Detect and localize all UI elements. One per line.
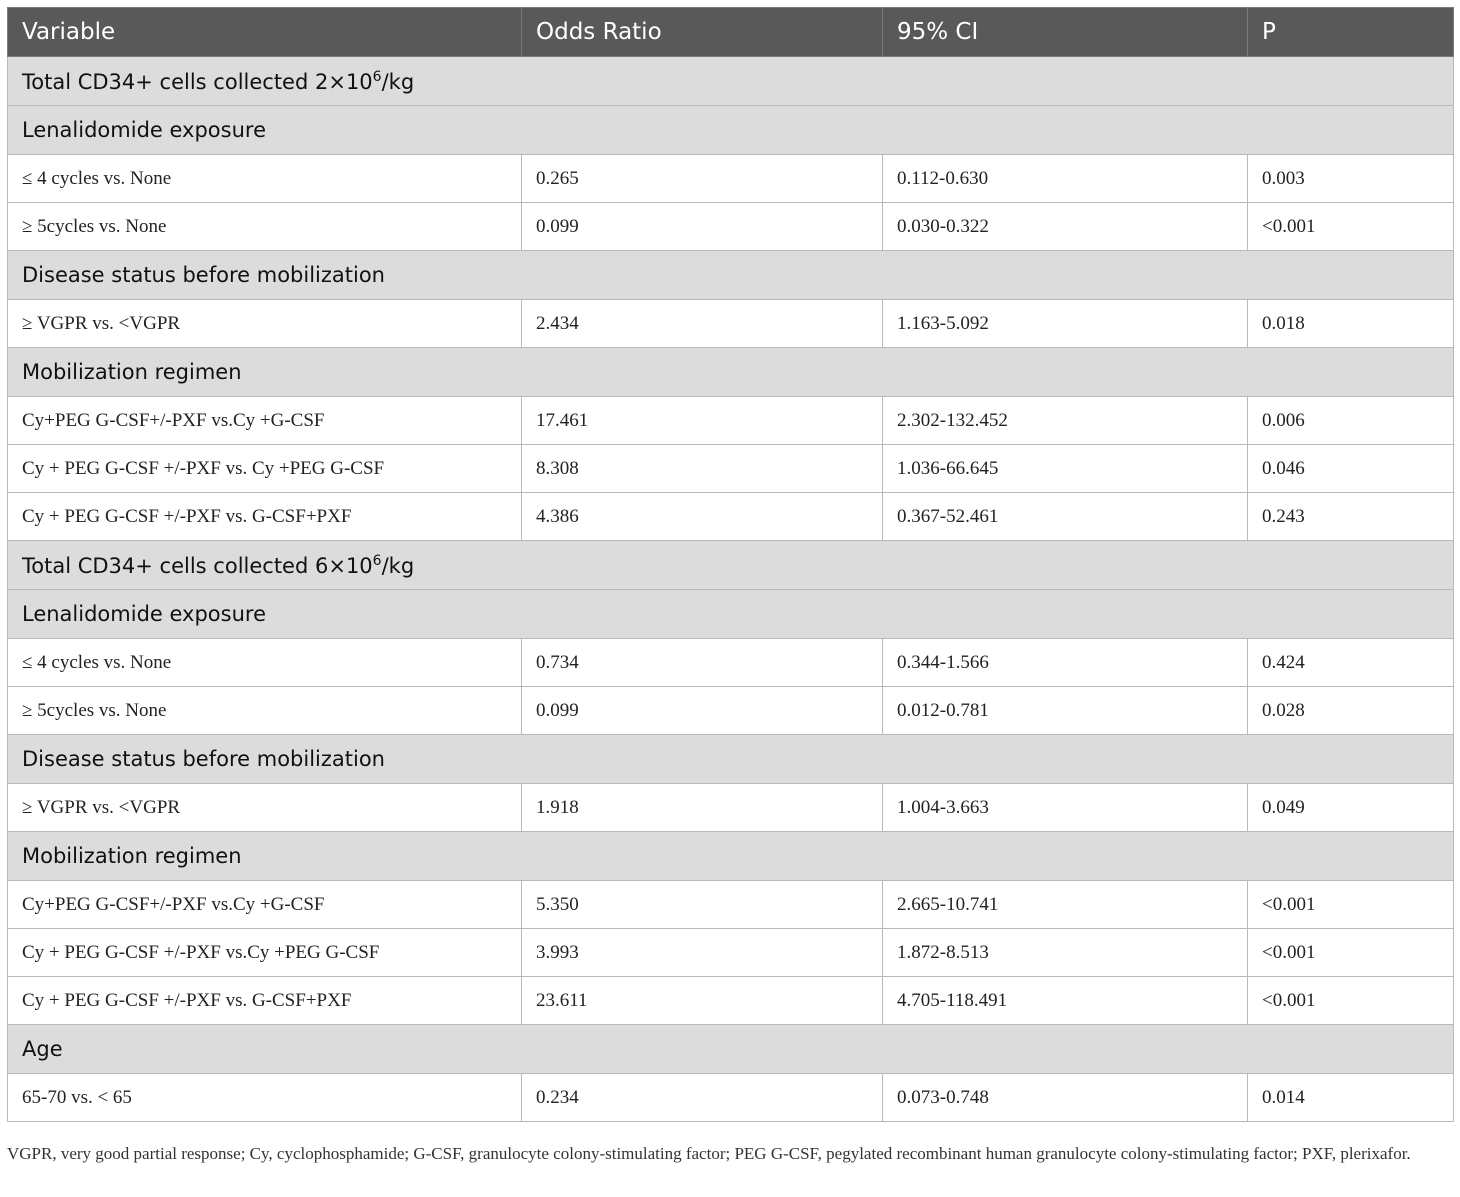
p-value-cell: 0.003 (1248, 155, 1454, 203)
section-label (8, 57, 1454, 106)
table-row (8, 784, 1454, 832)
p-value-cell: 0.018 (1248, 300, 1454, 348)
ci-cell: 0.012-0.781 (883, 687, 1248, 735)
section-header-row (8, 590, 1454, 639)
p-value-cell: 0.006 (1248, 397, 1454, 445)
odds-ratio-cell: 3.993 (522, 929, 883, 977)
p-value-cell: <0.001 (1248, 203, 1454, 251)
table-row (8, 687, 1454, 735)
variable-cell: Cy + PEG G-CSF +/-PXF vs. G-CSF+PXF (8, 977, 522, 1025)
section-label-text: Disease status before mobilization (22, 263, 385, 287)
section-header-row (8, 832, 1454, 881)
ci-cell: 0.344-1.566 (883, 639, 1248, 687)
section-header-row (8, 541, 1454, 590)
section-header-row (8, 106, 1454, 155)
section-label-text: Total CD34+ cells collected 6×10 (22, 553, 373, 578)
section-label (8, 590, 1454, 639)
variable-cell: ≥ 5cycles vs. None (8, 687, 522, 735)
table-row (8, 639, 1454, 687)
p-value-cell: <0.001 (1248, 881, 1454, 929)
section-label-text: Mobilization regimen (22, 360, 242, 384)
table-row (8, 977, 1454, 1025)
ci-cell: 2.302-132.452 (883, 397, 1248, 445)
section-label (8, 106, 1454, 155)
odds-ratio-cell: 0.099 (522, 203, 883, 251)
section-header-row (8, 251, 1454, 300)
variable-cell: Cy+PEG G-CSF+/-PXF vs.Cy +G-CSF (8, 397, 522, 445)
p-value-cell: 0.014 (1248, 1074, 1454, 1122)
section-label-text: Total CD34+ cells collected 2×10 (22, 69, 373, 94)
table-row (8, 445, 1454, 493)
table-row (8, 300, 1454, 348)
section-label-text: Age (22, 1037, 63, 1061)
section-label (8, 832, 1454, 881)
section-label-suffix: /kg (381, 69, 415, 94)
p-value-cell: 0.049 (1248, 784, 1454, 832)
table-row (8, 881, 1454, 929)
odds-ratio-cell: 0.734 (522, 639, 883, 687)
section-label-text: Lenalidomide exposure (22, 602, 266, 626)
ci-cell: 0.030-0.322 (883, 203, 1248, 251)
odds-ratio-cell: 0.234 (522, 1074, 883, 1122)
section-header-row (8, 57, 1454, 106)
section-label-superscript: 6 (372, 552, 382, 569)
p-value-cell: <0.001 (1248, 929, 1454, 977)
variable-cell: ≤ 4 cycles vs. None (8, 639, 522, 687)
odds-ratio-cell: 8.308 (522, 445, 883, 493)
p-value-cell: 0.243 (1248, 493, 1454, 541)
variable-cell: Cy + PEG G-CSF +/-PXF vs. G-CSF+PXF (8, 493, 522, 541)
odds-ratio-cell: 0.099 (522, 687, 883, 735)
section-label (8, 348, 1454, 397)
ci-cell: 1.872-8.513 (883, 929, 1248, 977)
section-label (8, 251, 1454, 300)
section-header-row (8, 1025, 1454, 1074)
header-odds-ratio: Odds Ratio (522, 8, 883, 57)
variable-cell: ≥ VGPR vs. <VGPR (8, 300, 522, 348)
p-value-cell: 0.028 (1248, 687, 1454, 735)
ci-cell: 2.665-10.741 (883, 881, 1248, 929)
odds-ratio-table-container (7, 7, 1453, 1122)
table-row (8, 1074, 1454, 1122)
table-header-row (8, 8, 1454, 57)
section-header-row (8, 735, 1454, 784)
header-variable: Variable (8, 8, 522, 57)
table-row (8, 155, 1454, 203)
ci-cell: 0.112-0.630 (883, 155, 1248, 203)
section-label (8, 1025, 1454, 1074)
odds-ratio-table (7, 7, 1454, 1122)
section-label (8, 735, 1454, 784)
section-header-row (8, 348, 1454, 397)
ci-cell: 0.073-0.748 (883, 1074, 1248, 1122)
p-value-cell: <0.001 (1248, 977, 1454, 1025)
p-value-cell: 0.424 (1248, 639, 1454, 687)
section-label-suffix: /kg (381, 553, 415, 578)
odds-ratio-cell: 1.918 (522, 784, 883, 832)
section-label-superscript: 6 (372, 68, 382, 85)
table-row (8, 929, 1454, 977)
variable-cell: ≥ 5cycles vs. None (8, 203, 522, 251)
section-label-text: Mobilization regimen (22, 844, 242, 868)
ci-cell: 1.004-3.663 (883, 784, 1248, 832)
section-label (8, 541, 1454, 590)
ci-cell: 1.036-66.645 (883, 445, 1248, 493)
odds-ratio-cell: 17.461 (522, 397, 883, 445)
odds-ratio-cell: 0.265 (522, 155, 883, 203)
table-footnote: VGPR, very good partial response; Cy, cyclophosphamide; G-CSF, granulocyte colony-stimulating factor; PEG G-CSF, pegylated recombinant human granulocyte colony-stimulating factor; PXF, plerixafor. (7, 1144, 1411, 1163)
variable-cell: ≥ VGPR vs. <VGPR (8, 784, 522, 832)
section-label-text: Disease status before mobilization (22, 747, 385, 771)
ci-cell: 1.163-5.092 (883, 300, 1248, 348)
odds-ratio-cell: 23.611 (522, 977, 883, 1025)
header-95-ci: 95% CI (883, 8, 1248, 57)
odds-ratio-cell: 5.350 (522, 881, 883, 929)
variable-cell: Cy+PEG G-CSF+/-PXF vs.Cy +G-CSF (8, 881, 522, 929)
header-p-value: P (1248, 8, 1454, 57)
p-value-cell: 0.046 (1248, 445, 1454, 493)
section-label-text: Lenalidomide exposure (22, 118, 266, 142)
ci-cell: 4.705-118.491 (883, 977, 1248, 1025)
table-body (8, 57, 1454, 1122)
odds-ratio-cell: 2.434 (522, 300, 883, 348)
variable-cell: Cy + PEG G-CSF +/-PXF vs.Cy +PEG G-CSF (8, 929, 522, 977)
variable-cell: ≤ 4 cycles vs. None (8, 155, 522, 203)
table-row (8, 203, 1454, 251)
variable-cell: Cy + PEG G-CSF +/-PXF vs. Cy +PEG G-CSF (8, 445, 522, 493)
variable-cell: 65-70 vs. < 65 (8, 1074, 522, 1122)
odds-ratio-cell: 4.386 (522, 493, 883, 541)
table-row (8, 493, 1454, 541)
table-row (8, 397, 1454, 445)
ci-cell: 0.367-52.461 (883, 493, 1248, 541)
